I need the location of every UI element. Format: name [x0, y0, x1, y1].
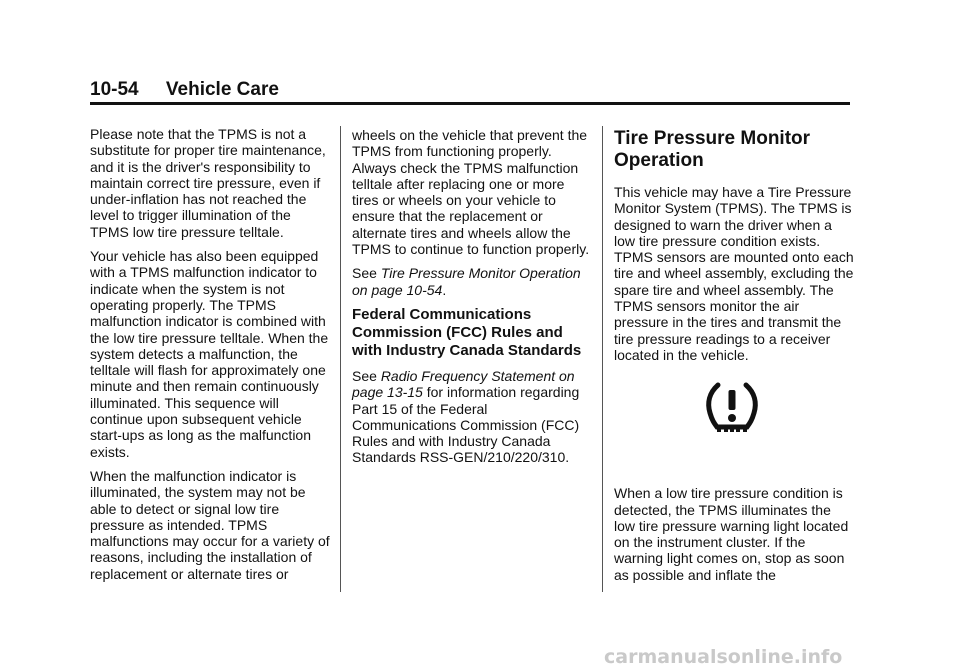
header-rule — [90, 102, 850, 105]
page-number: 10-54 — [90, 79, 139, 100]
fcc-text: for information regarding Part 15 of the Federal Communications Commission (FCC) Rules and with Industry Canada Standards RSS-GEN/210/220/310. — [352, 384, 580, 466]
section-title: Vehicle Care — [165, 79, 279, 100]
paragraph: Your vehicle has also been equipped with a TPMS malfunction indicator to indicate when the system is not operating properly. The TPMS malfunction indicator is combined with the low tire pressure telltale. When the system detects a malfunction, the telltale will flash for approximately one minute and then remain continuously illuminated. This sequence will continue upon subsequent vehicle start-ups as long as the malfunction exists. — [90, 248, 329, 460]
cross-reference-link[interactable]: Tire Pressure Monitor Operation on page 10-54 — [352, 265, 581, 298]
paragraph: Please note that the TPMS is not a substitute for proper tire maintenance, and it is the driver's responsibility to maintain correct tire pressure, even if under-inflation has not reached the level to trigger illumination of the TPMS low tire pressure telltale. — [90, 126, 326, 240]
fcc-heading: Federal Communications Commission (FCC) Rules and with Industry Canada Standards — [352, 305, 582, 359]
page-header — [90, 78, 850, 102]
tpms-icon-container — [614, 379, 854, 465]
column-1 — [90, 126, 330, 590]
paragraph: wheels on the vehicle that prevent the TPMS from functioning properly. Always check the TPMS malfunction telltale after replacing one or more tires or wheels on your vehicle to ensure that the replacement or alternate tires and wheels allow the TPMS to continue to function properly. — [352, 127, 590, 258]
column-divider-2 — [602, 126, 603, 592]
paragraph: When the malfunction indicator is illuminated, the system may not be able to detect or signal low tire pressure as intended. TPMS malfunctions may occur for a variety of reasons, including the installation of replacement or alternate tires or — [90, 467, 330, 582]
paragraph: When a low tire pressure condition is detected, the TPMS illuminates the low tire pressure warning light located on the instrument cluster. If the warning light comes on, stop as soon as possible and inflate the — [614, 485, 849, 583]
section-heading: Tire Pressure Monitor Operation — [614, 128, 811, 171]
paragraph: This vehicle may have a Tire Pressure Monitor System (TPMS). The TPMS is designed to warn the driver when a low tire pressure condition exists. TPMS sensors are mounted onto each tire and wheel assembly, excluding the spare tire and wheel assembly. The TPMS sensors monitor the air pressure in the tires and transmit the tire pressure readings to a receiver located in the vehicle. — [614, 184, 854, 363]
column-3 — [614, 128, 854, 591]
tpms-warning-icon — [704, 379, 760, 435]
cross-reference-link[interactable]: Radio Frequency Statement on page 13-15 — [352, 367, 575, 401]
see-prefix: See — [352, 265, 377, 282]
fcc-paragraph — [352, 368, 594, 466]
column-divider-1 — [340, 126, 341, 592]
watermark: carmanualsonline.info — [604, 646, 843, 668]
fcc-see-prefix: See — [352, 367, 377, 384]
column-2 — [352, 127, 594, 474]
see-reference — [352, 265, 594, 298]
see-suffix: . — [442, 281, 447, 298]
